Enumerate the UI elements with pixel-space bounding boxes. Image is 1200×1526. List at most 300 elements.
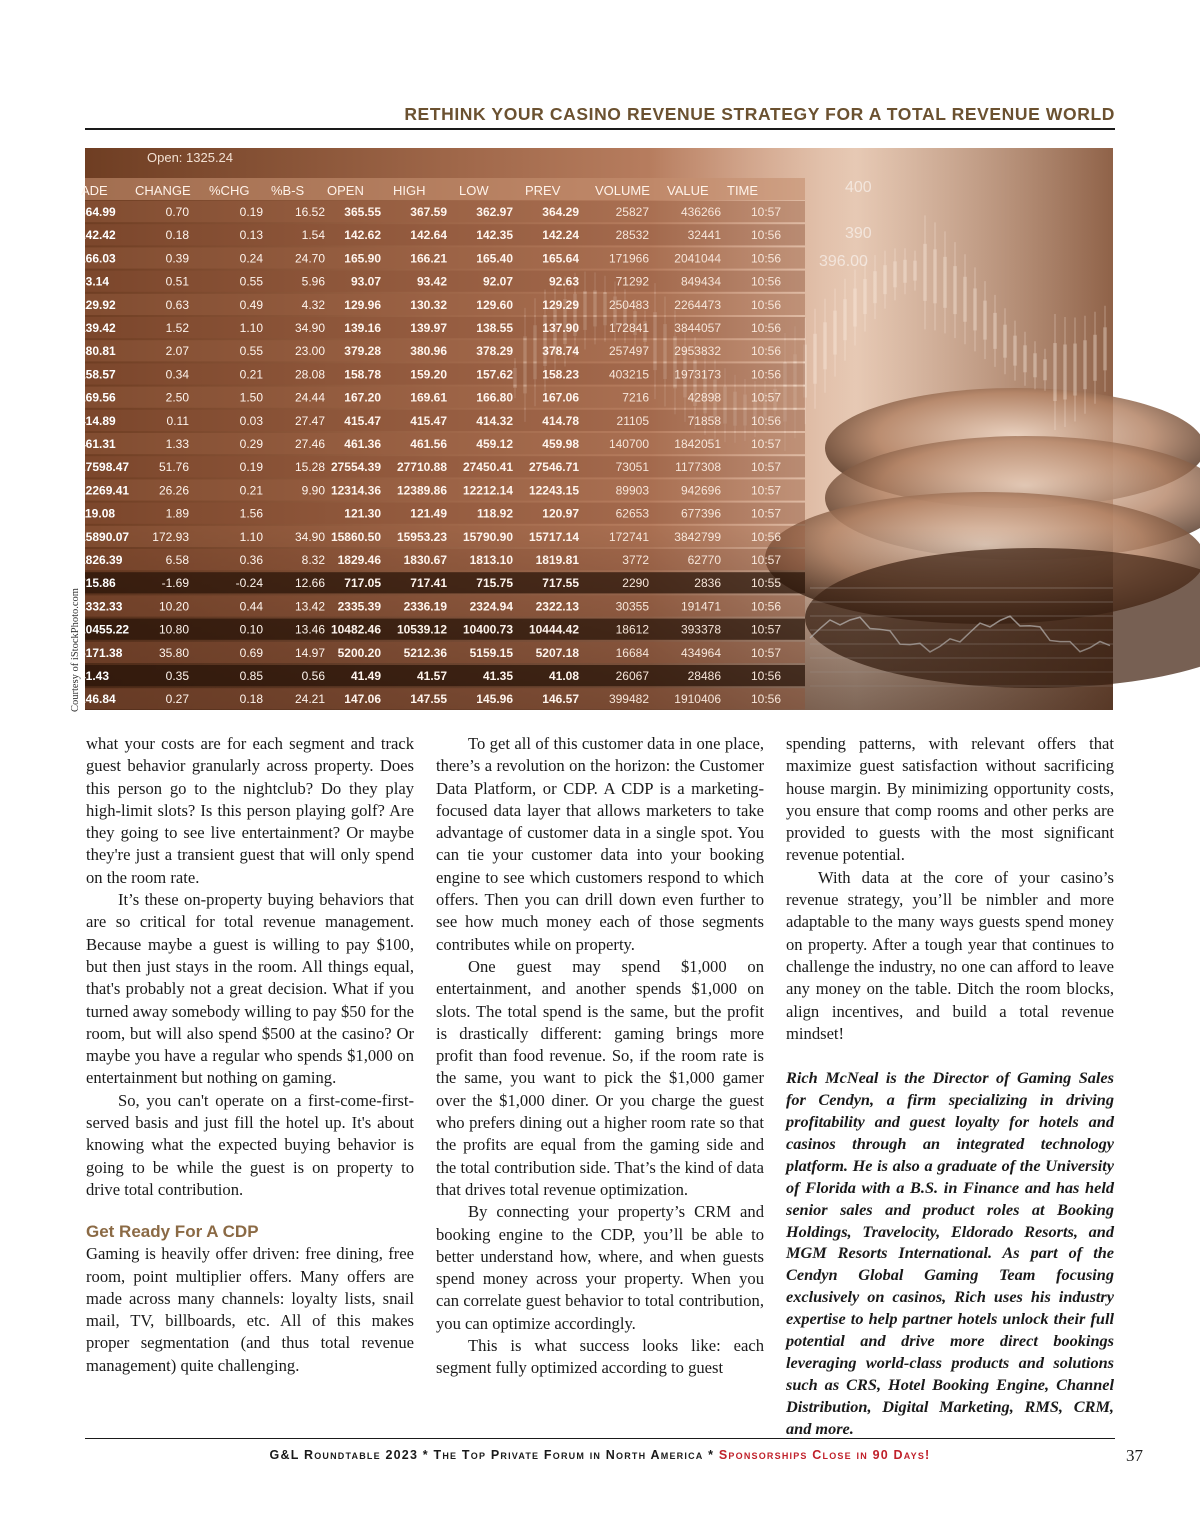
ticker-cell: 119.08 <box>79 506 116 521</box>
ticker-cell: 10:57 <box>750 645 781 660</box>
stock-ticker-board <box>79 150 805 709</box>
ticker-cell: 12243.15 <box>528 483 579 498</box>
ticker-cell: 0.63 <box>165 297 189 312</box>
ticker-column-header: %CHG <box>209 183 250 198</box>
ticker-cell: 2322.13 <box>535 599 579 614</box>
candle-body <box>1033 353 1037 377</box>
ticker-cell: 18612 <box>615 622 649 637</box>
ticker-cell: 10:56 <box>750 413 781 428</box>
ticker-cell: 121.30 <box>344 506 381 521</box>
ticker-cell: 10:56 <box>750 692 781 707</box>
ticker-cell: 10482.46 <box>330 622 381 637</box>
ticker-cell: 25827 <box>615 205 649 219</box>
ticker-cell: 461.36 <box>344 437 381 451</box>
column-1 <box>86 733 414 1377</box>
ticker-cell: 92.63 <box>548 274 579 289</box>
ticker-cell: 717.41 <box>410 576 447 591</box>
ticker-cell: 16684 <box>615 645 649 660</box>
ticker-cell: 142.24 <box>542 228 579 243</box>
candle-body <box>843 299 847 340</box>
ticker-cell: 23.00 <box>294 344 325 359</box>
ticker-cell: 41.08 <box>548 669 579 683</box>
ticker-cell: 10.20 <box>158 599 189 614</box>
ticker-cell: 2290 <box>622 576 649 591</box>
ticker-cell: 142.64 <box>410 228 447 243</box>
ticker-cell: 0.21 <box>239 367 263 382</box>
ticker-cell: 461.31 <box>79 437 116 451</box>
footer-rule <box>85 1438 1115 1439</box>
ticker-cell: 10:56 <box>750 599 781 614</box>
ticker-cell: 10:57 <box>750 205 781 219</box>
chart-price-label: 390 <box>845 225 872 242</box>
ticker-cell: 0.55 <box>239 344 263 359</box>
candle-body <box>903 260 907 283</box>
ticker-cell: 459.12 <box>476 437 513 451</box>
ticker-cell: 378.74 <box>542 344 579 359</box>
ticker-cell: 1.10 <box>239 321 263 335</box>
ticker-cell: 15860.50 <box>330 529 381 544</box>
candle-body <box>993 313 997 349</box>
ticker-cell: 165.90 <box>344 251 381 266</box>
ticker-cell: 129.92 <box>79 297 116 312</box>
ticker-cell: 0.18 <box>239 692 263 707</box>
candle-body <box>963 277 967 322</box>
ticker-cell: 41.35 <box>482 669 513 683</box>
ticker-cell: 166.80 <box>476 390 513 405</box>
ticker-cell: 0.69 <box>239 645 263 660</box>
ticker-cell: 257497 <box>608 344 649 359</box>
ticker-cell: 10400.73 <box>462 622 513 637</box>
ticker-cell: 0.36 <box>239 553 263 567</box>
ticker-cell: 137.90 <box>542 321 579 335</box>
ticker-cell: 364.29 <box>542 205 579 219</box>
ticker-cell: 0.44 <box>239 599 263 614</box>
ticker-cell: 147.06 <box>344 692 381 707</box>
ticker-cell: 0.34 <box>165 367 189 382</box>
paragraph: To get all of this customer data in one place, there’s a revolution on the horizon: the Customer Data Platform, or CDP. A CDP is a marketing-focused data layer that allows marketers to take advantage of customer data in a single spot. You can tie your customer data into your booking engine to see which customers respond to which offers. Then you can drill down even further to see how much money each of those segments contributes while on property. <box>436 734 764 954</box>
ticker-cell: 2953832 <box>674 344 721 359</box>
ticker-cell: 10:57 <box>750 506 781 521</box>
ticker-cell: 15.28 <box>294 460 325 475</box>
ticker-cell: 5.96 <box>301 274 325 289</box>
ticker-cell: 15790.90 <box>462 529 513 544</box>
ticker-cell: 0.11 <box>166 413 189 428</box>
ticker-cell: 2.07 <box>165 344 189 359</box>
ticker-cell: 15890.07 <box>79 529 130 544</box>
ticker-cell: 415.47 <box>344 413 381 428</box>
ticker-cell: 21105 <box>616 413 649 428</box>
column-2 <box>436 733 764 1380</box>
ticker-cell: 0.19 <box>239 205 263 219</box>
ticker-cell: 15953.23 <box>396 529 447 544</box>
ticker-cell: 145.96 <box>476 692 513 707</box>
ticker-cell: 0.19 <box>239 460 263 475</box>
ticker-cell: 2836 <box>694 576 721 591</box>
ticker-cell: 1.56 <box>239 506 263 521</box>
ticker-cell: 147.55 <box>410 692 447 707</box>
ticker-cell: 158.78 <box>344 367 381 382</box>
ticker-cell: 0.70 <box>165 205 189 219</box>
candle-body <box>923 244 927 301</box>
ticker-cell: 10:56 <box>750 228 781 243</box>
hero-image <box>79 148 1113 710</box>
ticker-cell: 715.86 <box>79 576 116 591</box>
candle-body <box>823 322 827 369</box>
ticker-cell: 71292 <box>615 274 649 289</box>
candle-body <box>1063 344 1067 399</box>
ticker-cell: -0.24 <box>235 576 263 591</box>
ticker-cell: 139.16 <box>344 321 381 335</box>
ticker-cell: 942696 <box>680 483 721 498</box>
ticker-cell: 129.96 <box>344 297 381 312</box>
ticker-cell: 717.55 <box>542 576 579 591</box>
ticker-cell: 5212.36 <box>403 645 447 660</box>
ticker-cell: 2041044 <box>674 251 721 266</box>
ticker-cell: 28532 <box>615 228 649 243</box>
ticker-cell: 171966 <box>608 251 649 266</box>
ticker-cell: 677396 <box>680 506 721 521</box>
ticker-cell: 6.58 <box>165 553 189 567</box>
candle-body <box>943 257 947 308</box>
ticker-cell: 13.42 <box>294 599 325 614</box>
ticker-cell: 12269.41 <box>79 483 130 498</box>
candle-body <box>883 265 887 294</box>
stock-ticker-illustration <box>79 148 1113 710</box>
ticker-cell: 27554.39 <box>330 460 381 475</box>
ticker-cell: 8.32 <box>301 553 325 567</box>
ticker-cell: 146.84 <box>79 692 116 707</box>
ticker-cell: 15717.14 <box>528 529 579 544</box>
ticker-cell: 24.70 <box>294 251 325 266</box>
ticker-cell: 169.56 <box>79 390 116 405</box>
ticker-cell: 158.23 <box>542 367 579 382</box>
candle-body <box>1073 344 1077 396</box>
ticker-cell: 130.32 <box>410 297 447 312</box>
ticker-cell: 13.46 <box>294 622 325 637</box>
ticker-cell: 3772 <box>622 553 649 567</box>
ticker-cell: 414.78 <box>542 413 579 428</box>
ticker-cell: 10444.42 <box>528 622 579 637</box>
ticker-cell: 142.42 <box>79 228 116 243</box>
ticker-cell: 5171.38 <box>79 645 123 660</box>
ticker-cell: 30355 <box>615 599 649 614</box>
ticker-cell: 10:57 <box>750 483 781 498</box>
page-number: 37 <box>1126 1446 1143 1465</box>
footer-promo: Sponsorships Close in 90 Days! <box>718 1448 931 1462</box>
ticker-cell: 34.90 <box>294 529 325 544</box>
ticker-column-header: %B-S <box>271 183 305 198</box>
candle-body <box>1013 336 1017 366</box>
ticker-cell: 28486 <box>687 669 721 683</box>
ticker-cell: 166.21 <box>410 251 447 266</box>
ticker-cell: 0.29 <box>239 437 263 451</box>
ticker-cell: 71858 <box>687 413 721 428</box>
ticker-cell: 92.07 <box>482 274 513 289</box>
ticker-cell: 1.89 <box>165 506 189 521</box>
ticker-column-header: ADE <box>81 183 108 198</box>
section-subhead: Get Ready For A CDP <box>86 1222 259 1242</box>
ticker-cell: 1842051 <box>674 437 721 451</box>
candle-body <box>853 289 857 327</box>
header-rule <box>85 128 1115 130</box>
footer-text: G&L Roundtable 2023 * The Top Private Forum in North America * <box>269 1448 719 1462</box>
ticker-cell: 5207.18 <box>535 645 579 660</box>
ticker-cell: 1.33 <box>165 437 189 451</box>
ticker-cell: -1.69 <box>161 576 189 591</box>
ticker-cell: 0.85 <box>239 669 263 683</box>
ticker-cell: 1910406 <box>674 692 721 707</box>
ticker-cell: 434964 <box>680 645 721 660</box>
ticker-cell: 1.50 <box>239 390 263 405</box>
ticker-cell: 10:55 <box>750 576 781 591</box>
ticker-cell: 1813.10 <box>469 553 513 567</box>
ticker-cell: 3842799 <box>674 529 721 544</box>
ticker-cell: 10455.22 <box>79 622 130 637</box>
ticker-cell: 165.40 <box>476 251 513 266</box>
ticker-cell: 1.54 <box>301 228 325 243</box>
ticker-cell: 10:56 <box>750 669 781 683</box>
ticker-cell: 10:56 <box>750 321 781 335</box>
ticker-cell: 717.05 <box>344 576 381 591</box>
ticker-cell: 10:57 <box>750 390 781 405</box>
ticker-cell: 158.57 <box>79 367 116 382</box>
ticker-cell: 41.49 <box>350 669 381 683</box>
ticker-cell: 12.66 <box>294 576 325 591</box>
ticker-cell: 1830.67 <box>403 553 447 567</box>
chart-price-label: 396.00 <box>819 253 868 270</box>
ticker-cell: 367.59 <box>410 205 447 219</box>
ticker-cell: 34.90 <box>294 321 325 335</box>
ticker-cell: 0.27 <box>165 692 189 707</box>
ticker-cell: 10:56 <box>750 344 781 359</box>
ticker-cell: 14.97 <box>294 645 325 660</box>
ticker-cell: 10:56 <box>750 251 781 266</box>
ticker-cell: 0.56 <box>301 669 325 683</box>
ticker-cell: 0.35 <box>165 669 189 683</box>
ticker-cell: 0.13 <box>239 228 263 243</box>
ticker-cell: 1829.46 <box>337 553 381 567</box>
running-header: RETHINK YOUR CASINO REVENUE STRATEGY FOR A TOTAL REVENUE WORLD <box>404 104 1115 124</box>
ticker-cell: 93.07 <box>350 274 381 289</box>
candle-body <box>1093 335 1097 381</box>
ticker-cell: 250483 <box>608 297 649 312</box>
ticker-cell: 10:57 <box>750 622 781 637</box>
ticker-cell: 41.57 <box>416 669 447 683</box>
ticker-cell: 10:56 <box>750 274 781 289</box>
ticker-cell: 12314.36 <box>330 483 381 498</box>
paragraph: Gaming is heavily offer driven: free dining, free room, point multiplier offers. Many offers are made across many channels: loyalty lists, snail mail, TV, billboards, etc. All of this makes proper segmentation (and thus total revenue management) quite challenging. <box>86 1244 414 1375</box>
ticker-cell: 715.75 <box>476 576 513 591</box>
ticker-cell: 12389.86 <box>396 483 447 498</box>
paragraph: what your costs are for each segment and track guest behavior granularly across property. Does this person go to the nightclub? Do they play high-limit slots? Is this person playing golf? Are they going to see live entertainment? Or maybe they're just a transient guest that will only spend on the room rate. <box>86 734 414 887</box>
ticker-cell: 1177308 <box>675 460 721 475</box>
ticker-cell: 10:56 <box>750 367 781 382</box>
ticker-cell: 364.99 <box>79 205 116 219</box>
ticker-cell: 459.98 <box>542 437 579 451</box>
ticker-cell: 1819.81 <box>535 553 579 567</box>
ticker-cell: 414.89 <box>79 413 116 428</box>
ticker-cell: 5200.20 <box>337 645 381 660</box>
ticker-cell: 93.14 <box>79 274 110 289</box>
ticker-cell: 415.47 <box>410 413 447 428</box>
ticker-cell: 118.92 <box>476 506 513 521</box>
ticker-cell: 159.20 <box>410 367 447 382</box>
ticker-cell: 169.61 <box>410 390 447 405</box>
ticker-cell: 849434 <box>680 274 721 289</box>
ticker-cell: 2336.19 <box>403 599 447 614</box>
ticker-cell: 142.62 <box>344 228 381 243</box>
ticker-cell: 166.03 <box>79 251 116 266</box>
ticker-cell: 0.49 <box>239 297 263 312</box>
ticker-cell: 10:57 <box>750 437 781 451</box>
ticker-cell: 32441 <box>687 228 721 243</box>
paragraph: This is what success looks like: each segment fully optimized according to guest <box>436 1336 764 1378</box>
candle-body <box>913 261 917 281</box>
paragraph: It’s these on-property buying behaviors that are so critical for total revenue management. Because maybe a guest is willing to pay $100, but then just stays in the room. All things equal, that's probably not a great decision. What if you turned away somebody willing to pay $50 for the room, but will also spend $500 at the casino? Or maybe you have a regular who spends $1,000 on entertainment but nothing on gaming. <box>86 890 414 1088</box>
ticker-cell: 1.10 <box>239 529 263 544</box>
paragraph: With data at the core of your casino’s revenue strategy, you’ll be nimbler and more adaptable to the many ways guests spend money on property. After a tough year that continues to challenge the industry, no one can afford to leave any money on the table. Ditch the room blocks, align incentives, and build a total revenue mindset! <box>786 867 1114 1043</box>
ticker-cell: 380.96 <box>410 344 447 359</box>
ticker-cell: 24.21 <box>294 692 325 707</box>
ticker-cell: 26067 <box>615 669 649 683</box>
ticker-cell: 10539.12 <box>396 622 447 637</box>
ticker-cell: 165.64 <box>542 251 579 266</box>
ticker-cell: 24.44 <box>294 390 325 405</box>
ticker-cell: 0.51 <box>165 274 189 289</box>
ticker-column-header: CHANGE <box>135 183 191 198</box>
candle-body <box>973 288 977 330</box>
candle-body <box>983 301 987 340</box>
ticker-cell: 172741 <box>608 529 649 544</box>
ticker-cell: 9.90 <box>301 483 325 498</box>
candle-body <box>1083 340 1087 389</box>
ticker-column-header: PREV <box>525 183 561 198</box>
candle-body <box>893 261 897 287</box>
running-footer <box>85 1448 1115 1462</box>
ticker-cell: 51.76 <box>158 460 189 475</box>
ticker-cell: 146.57 <box>542 692 579 707</box>
ticker-cell: 167.06 <box>542 390 579 405</box>
ticker-cell: 35.80 <box>158 645 189 660</box>
ticker-cell: 0.10 <box>239 622 263 637</box>
ticker-cell: 5159.15 <box>469 645 513 660</box>
ticker-cell: 129.60 <box>476 297 513 312</box>
ticker-cell: 399482 <box>608 692 649 707</box>
ticker-cell: 129.29 <box>542 297 579 312</box>
candle-body <box>1053 343 1057 401</box>
ticker-cell: 12212.14 <box>462 483 513 498</box>
ticker-column-header: LOW <box>459 183 489 198</box>
ticker-cell: 167.20 <box>344 390 381 405</box>
ticker-cell: 1973173 <box>674 367 721 382</box>
candle-body <box>813 334 817 384</box>
ticker-cell: 27710.88 <box>396 460 447 475</box>
ticker-column-header: HIGH <box>393 183 426 198</box>
candle-body <box>863 279 867 314</box>
ticker-cell: 2324.94 <box>469 599 513 614</box>
ticker-cell: 27598.47 <box>79 460 130 475</box>
candle-body <box>1043 359 1047 380</box>
candle-body <box>1023 345 1027 372</box>
chart-price-label: 400 <box>845 179 872 196</box>
candle-body <box>933 249 937 303</box>
ticker-cell: 172841 <box>608 321 649 335</box>
ticker-cell: 26.26 <box>158 483 189 498</box>
ticker-cell: 3844057 <box>674 321 721 335</box>
ticker-cell: 139.97 <box>410 321 447 335</box>
ticker-cell: 10:57 <box>750 460 781 475</box>
ticker-cell: 0.03 <box>239 413 263 428</box>
candle-body <box>953 266 957 314</box>
ticker-cell: 461.56 <box>410 437 447 451</box>
ticker-cell: 2.50 <box>165 390 189 405</box>
ticker-cell: 42898 <box>687 390 721 405</box>
ticker-column-header: VOLUME <box>595 183 650 198</box>
ticker-cell: 0.18 <box>165 228 189 243</box>
ticker-cell: 365.55 <box>344 205 381 219</box>
author-bio: Rich McNeal is the Director of Gaming Sales for Cendyn, a firm specializing in driving profitability and guest loyalty for hotels and casinos through an integrated technology platform. He is also a graduate of the University of Florida with a B.S. in Finance and has held senior sales and product roles at Booking Holdings, Travelocity, Eldorado Resorts, and MGM Resorts International. As part of the Cendyn Global Gaming Team focusing exclusively on casinos, Rich uses his industry expertise to help partner hotels unlock their full potential and drive more direct bookings leveraging world-class products and solutions such as CRS, Hotel Booking Engine, Channel Distribution, Digital Marketing, RMS, CRM, and more. <box>786 1068 1114 1438</box>
ticker-cell: 378.29 <box>476 344 513 359</box>
ticker-cell: 1.52 <box>165 321 189 335</box>
ticker-cell: 0.39 <box>165 251 189 266</box>
ticker-cell: 10.80 <box>158 622 189 637</box>
ticker-cell: 191471 <box>680 599 721 614</box>
ticker-cell: 0.21 <box>239 483 263 498</box>
ticker-cell: 93.42 <box>416 274 447 289</box>
ticker-cell: 27.46 <box>294 437 325 451</box>
photo-credit: Courtesy of iStockPhoto.com <box>70 588 81 712</box>
ticker-cell: 89903 <box>615 483 649 498</box>
ticker-cell: 121.49 <box>410 506 447 521</box>
ticker-cell: 380.81 <box>79 344 116 359</box>
column-3 <box>786 733 1114 1440</box>
candle-body <box>1103 327 1107 370</box>
ticker-cell: 27450.41 <box>462 460 513 475</box>
ticker-cell: 0.24 <box>239 251 263 266</box>
paragraph: One guest may spend $1,000 on entertainment, and another spends $1,000 on slots. The total spend is the same, but the profit is drastically different: gaming brings more profit than food revenue. So, if the room rate is the same, you want to pick the $1,000 gamer over the $1,000 diner. Or you charge the guest who prefers dining out a higher room rate so that the profits are equal from the gaming side and the total contribution side. That’s the kind of data that drives total revenue optimization. <box>436 956 764 1199</box>
ticker-cell: 73051 <box>615 460 649 475</box>
ticker-cell: 10:56 <box>750 529 781 544</box>
paragraph: So, you can't operate on a first-come-first-served basis and just fill the hotel up. It's about knowing what the expected buying behavior is going to be while the guest is on property to drive total contribution. <box>86 1090 414 1199</box>
ticker-cell: 28.08 <box>294 367 325 382</box>
ticker-cell: 362.97 <box>476 205 513 219</box>
ticker-cell: 2264473 <box>674 297 721 312</box>
ticker-cell: 41.43 <box>79 669 110 683</box>
ticker-cell: 393378 <box>680 622 721 637</box>
ticker-cell: 379.28 <box>344 344 381 359</box>
ticker-cell: 27546.71 <box>528 460 579 475</box>
ticker-cell: 414.32 <box>476 413 513 428</box>
ticker-cell: 157.62 <box>476 367 513 382</box>
ticker-cell: 62770 <box>687 553 721 567</box>
ticker-cell: 62653 <box>615 506 649 521</box>
ticker-cell: 27.47 <box>294 413 325 428</box>
paragraph: By connecting your property’s CRM and booking engine to the CDP, you’ll be able to better understand how, where, and when guests spend money across your property. When you can correlate guest behavior to total contribution, you can optimize accordingly. <box>436 1202 764 1333</box>
ticker-cell: 2332.33 <box>79 599 123 614</box>
ticker-cell: 138.55 <box>476 321 513 335</box>
candle-body <box>873 271 877 303</box>
ticker-cell: 4.32 <box>301 297 325 312</box>
open-label: Open: 1325.24 <box>147 150 234 165</box>
ticker-cell: 0.55 <box>239 274 263 289</box>
ticker-cell: 10:57 <box>750 553 781 567</box>
ticker-cell: 16.52 <box>294 205 325 219</box>
ticker-cell: 172.93 <box>152 529 189 544</box>
ticker-cell: 403215 <box>608 367 649 382</box>
ticker-cell: 1826.39 <box>79 553 123 567</box>
ticker-column-header: OPEN <box>327 183 364 198</box>
ticker-cell: 436266 <box>680 205 721 219</box>
